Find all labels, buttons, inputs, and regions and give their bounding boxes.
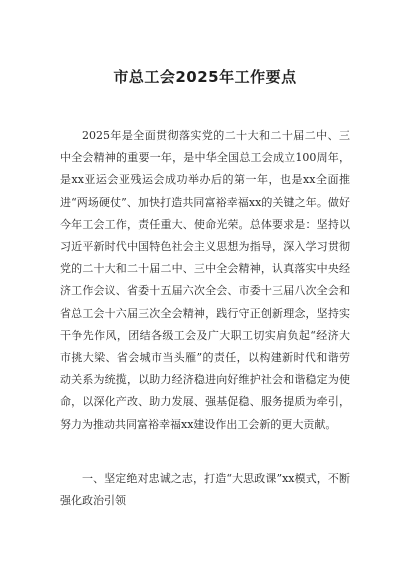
- body-paragraph: 2025年是全面贯彻落实党的二十大和二十届二中、三中全会精神的重要一年，是中华全国总工会成立100周年，是xx亚运会亚残运会成功举办后的第一年，也是xx全面推进“两场硬仗”、加快打造共同富裕幸福xx的关键之年。做好今年工会工作，责任重大、使命光荣。总体要求是：坚持以习近平新时代中国特色社会主义思想为指导，深入学习贯彻党的二十大和二十届二中、三中全会精神，认真落实中央经济工作会议、省委十五届六次全会、市委十三届八次全会和省总工会十六届三次全会精神，践行守正创新理念，坚持实干争先作风，团结各级工会及广大职工切实肩负起“经济大市挑大梁、省会城市当头雁”的责任，以构建新时代和谐劳动关系为统揽，以助力经济稳进向好维护社会和谐稳定为使命，以深化产改、助力发展、强基促稳、服务提质为牵引，努力为推动共同富裕幸福xx建设作出工会新的更大贡献。: [60, 129, 350, 431]
- document-body: [60, 125, 350, 436]
- section-heading: 一、坚定绝对忠诚之志，打造“大思政课”xx模式，不断强化政治引领: [60, 472, 350, 507]
- document-title: 市总工会2025年工作要点: [113, 68, 297, 86]
- section-block: [60, 468, 350, 512]
